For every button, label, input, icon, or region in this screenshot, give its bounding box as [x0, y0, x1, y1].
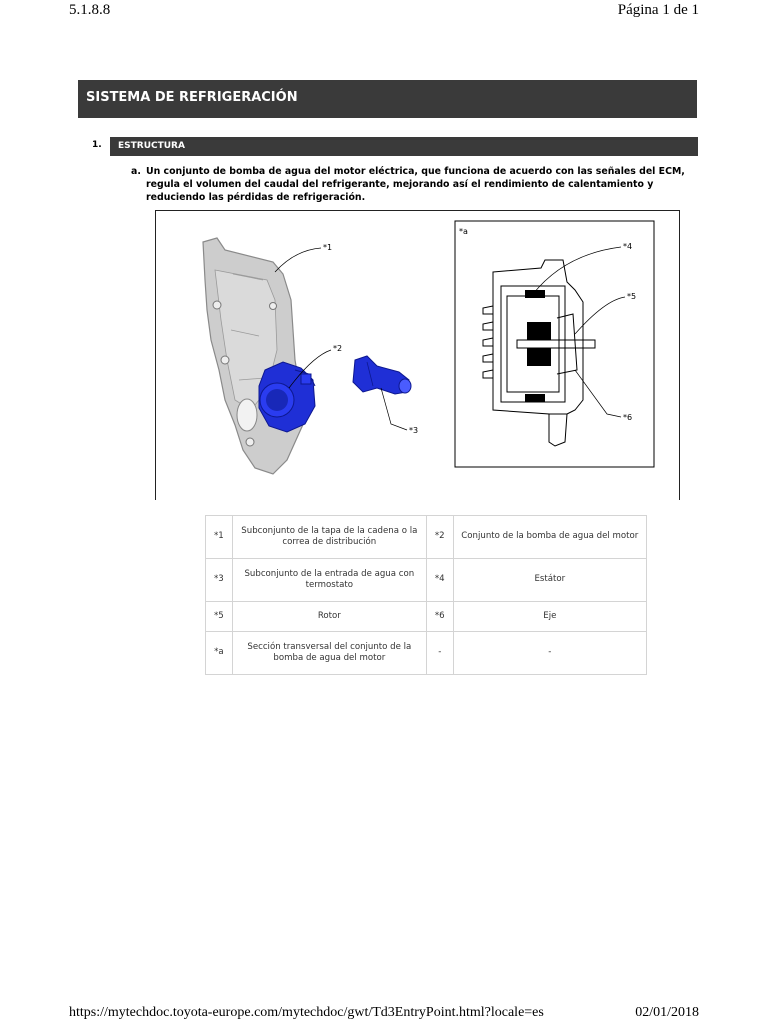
- water-pump-part: [259, 362, 315, 432]
- callout-5: *5: [627, 292, 637, 301]
- legend-code: *1: [206, 516, 233, 559]
- legend-description: Eje: [453, 602, 646, 632]
- legend-description: Conjunto de la bomba de agua del motor: [453, 516, 646, 559]
- table-row: [206, 632, 647, 675]
- callout-6: *6: [623, 413, 633, 422]
- callout-4: *4: [623, 242, 633, 251]
- table-row: [206, 559, 647, 602]
- paragraph-text: Un conjunto de bomba de agua del motor eléctrica, que funciona de acuerdo con las señales del ECM, regula el volumen del caudal del refrigerante, mejorando así el rendimiento de calentamiento y reduciendo las pérdidas de refrigeración.: [146, 166, 685, 203]
- section-heading: [92, 137, 698, 156]
- legend-description: Sección transversal del conjunto de la bomba de agua del motor: [232, 632, 426, 675]
- legend-code: *5: [206, 602, 233, 632]
- section-view-label: *a: [459, 227, 468, 236]
- section-view-box: [455, 221, 654, 467]
- legend-code: *4: [426, 559, 453, 602]
- callout-3: *3: [409, 426, 419, 435]
- legend-description: Estátor: [453, 559, 646, 602]
- print-header-section: 5.1.8.8: [69, 2, 111, 18]
- legend-description: Subconjunto de la tapa de la cadena o la correa de distribución: [232, 516, 426, 559]
- footer-url[interactable]: https://mytechdoc.toyota-europe.com/mytechdoc/gwt/Td3EntryPoint.html?locale=es: [69, 1005, 544, 1020]
- legend-code: *6: [426, 602, 453, 632]
- timing-cover-part: [203, 238, 305, 474]
- legend-description: -: [453, 632, 646, 675]
- section-number: 1.: [92, 140, 102, 150]
- print-header: [0, 0, 768, 22]
- table-row: [206, 602, 647, 632]
- paragraph-marker: a.: [131, 166, 141, 177]
- legend-code: *a: [206, 632, 233, 675]
- section-label: ESTRUCTURA: [110, 137, 698, 156]
- legend-description: Subconjunto de la entrada de agua con termostato: [232, 559, 426, 602]
- water-pump-illustration: [155, 210, 680, 500]
- page-title: SISTEMA DE REFRIGERACIÓN: [78, 80, 697, 118]
- print-header-page: Página 1 de 1: [617, 2, 699, 18]
- legend-code: *2: [426, 516, 453, 559]
- legend-table: [205, 515, 647, 675]
- table-row: [206, 516, 647, 559]
- callout-1: *1: [323, 243, 333, 252]
- legend-code: -: [426, 632, 453, 675]
- callout-2: *2: [333, 344, 343, 353]
- legend-code: *3: [206, 559, 233, 602]
- legend-description: Rotor: [232, 602, 426, 632]
- water-inlet-part: [353, 356, 411, 394]
- footer-date: 02/01/2018: [635, 1005, 699, 1020]
